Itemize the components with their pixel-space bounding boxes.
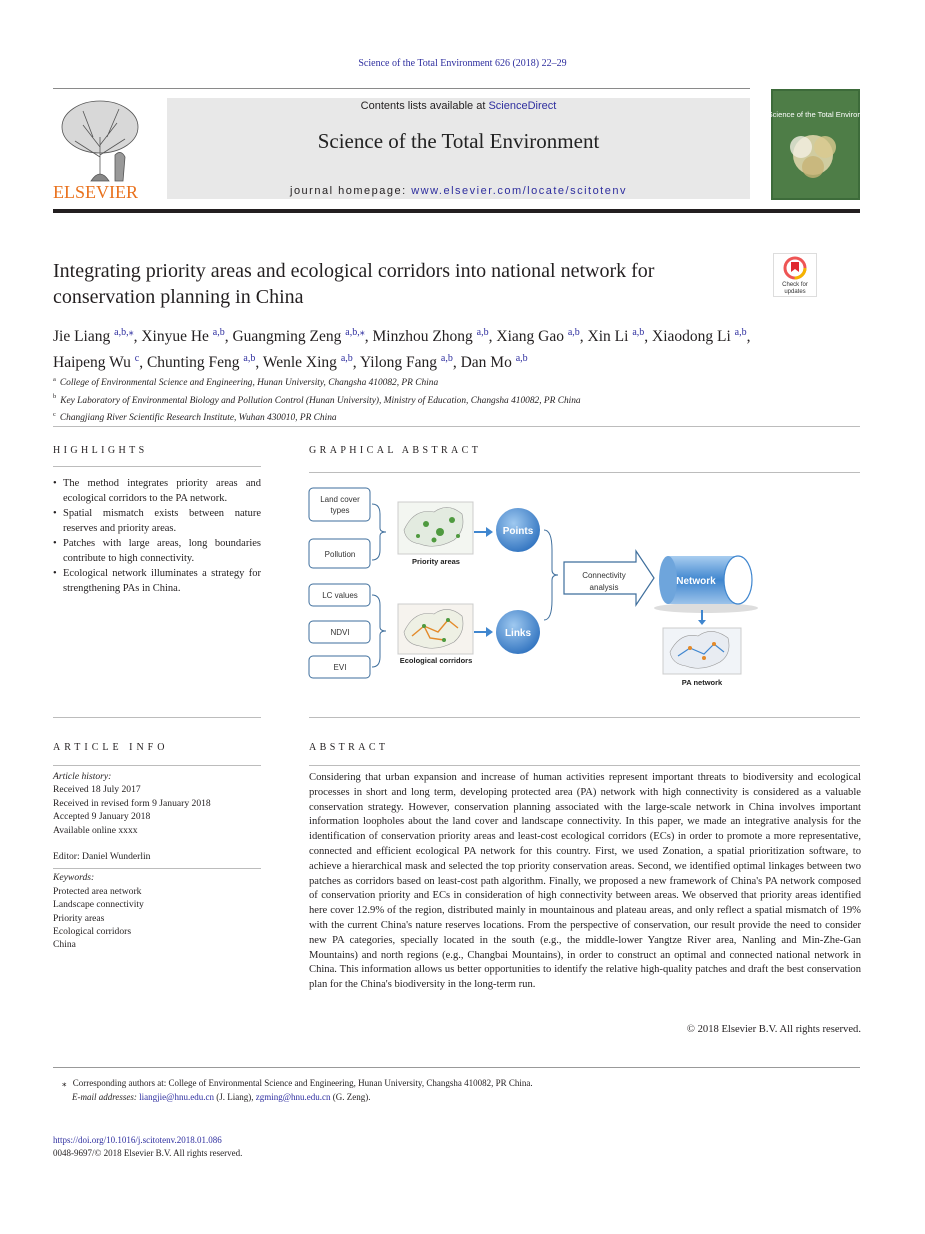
keywords-rule bbox=[53, 868, 261, 869]
affiliation-text: Changjiang River Scientific Research Institute, Wuhan 430010, PR China bbox=[59, 412, 337, 423]
ga-brace-bottom bbox=[372, 595, 386, 667]
affiliation bbox=[53, 408, 853, 425]
author-separator: , bbox=[255, 354, 263, 372]
author bbox=[360, 354, 461, 371]
ga-arrow-points bbox=[474, 527, 493, 537]
article-title: Integrating priority areas and ecological corridors into national network for conservation planning in China bbox=[53, 260, 655, 308]
email-owner-zeng: (G. Zeng). bbox=[330, 1091, 371, 1102]
journal-homepage bbox=[167, 185, 750, 197]
ga-corridor-label: Ecological corridors bbox=[399, 656, 473, 665]
author bbox=[461, 354, 528, 371]
ga-corridor-map bbox=[398, 604, 473, 654]
ga-arrow-links bbox=[474, 627, 493, 637]
svg-text:Check for: Check for bbox=[782, 282, 808, 288]
author-separator: , bbox=[364, 328, 373, 346]
affiliation-text: College of Environmental Science and Engineering, Hunan University, Changsha 410082, PR China bbox=[59, 378, 439, 389]
email-link-zeng[interactable]: zgming@hnu.edu.cn bbox=[255, 1091, 331, 1102]
author-affiliation-mark[interactable]: a,b bbox=[440, 353, 453, 365]
ga-input-pollution: Pollution bbox=[324, 550, 356, 559]
doi-block bbox=[53, 1134, 453, 1160]
author bbox=[141, 328, 232, 345]
author-name: Xiaodong Li bbox=[652, 328, 731, 346]
author-affiliation-mark[interactable]: a,b,⁎ bbox=[345, 327, 365, 338]
history-revised: Received in revised form 9 January 2018 bbox=[53, 797, 211, 809]
author-list bbox=[53, 322, 868, 374]
ga-box-landcover bbox=[309, 488, 370, 521]
svg-text:updates: updates bbox=[784, 289, 806, 295]
affiliation-text: Key Laboratory of Environmental Biology and Pollution Control (Hunan University), Ministry of Education, Changsha 410082, PR China bbox=[60, 395, 581, 406]
author-affiliation-mark[interactable]: a,b,⁎ bbox=[114, 327, 134, 338]
editor: Editor: Daniel Wunderlin bbox=[53, 851, 151, 863]
graphical-abstract-heading: GRAPHICAL ABSTRACT bbox=[309, 445, 482, 456]
author-affiliation-mark[interactable]: a,b bbox=[212, 327, 225, 338]
footnote-rule bbox=[53, 1067, 860, 1068]
author-affiliation-mark[interactable]: a,b bbox=[243, 353, 256, 365]
ga-brace-merge bbox=[544, 530, 558, 620]
highlight-item: • Patches with large areas, long boundaries contribute to high connectivity. bbox=[53, 536, 261, 566]
highlight-item: • Ecological network illuminates a strategy for strengthening PAs in China. bbox=[53, 566, 261, 596]
author bbox=[232, 328, 372, 345]
author-separator: , bbox=[139, 354, 147, 372]
affiliations bbox=[53, 373, 853, 425]
affiliation-mark: a bbox=[53, 376, 56, 383]
ga-input-ndvi: NDVI bbox=[330, 628, 350, 637]
abstract-copyright: © 2018 Elsevier B.V. All rights reserved. bbox=[686, 1024, 861, 1035]
author-affiliation-mark[interactable]: a,b bbox=[515, 353, 528, 365]
highlights-heading: HIGHLIGHTS bbox=[53, 445, 148, 456]
author-name: Yilong Fang bbox=[359, 354, 438, 372]
author-separator: , bbox=[452, 354, 461, 372]
author-separator: , bbox=[579, 328, 588, 346]
author-name: Chunting Feng bbox=[146, 354, 240, 372]
keyword-3: Priority areas bbox=[53, 912, 105, 924]
author-name: Xin Li bbox=[587, 328, 629, 346]
history-online: Available online xxxx bbox=[53, 824, 138, 836]
graphical-abstract-figure bbox=[308, 480, 768, 690]
author-name: Guangming Zeng bbox=[232, 328, 342, 346]
author bbox=[652, 328, 750, 345]
ga-analysis-line-1: Connectivity bbox=[582, 571, 626, 580]
author-separator: , bbox=[746, 328, 751, 346]
author-affiliation-mark[interactable]: a,b bbox=[632, 327, 645, 338]
abstract-text: Considering that urban expansion and increase of human activities represent important threats to biodiversity and ecological processes in short and long term, developing protected area (PA) network with high connectivity is considered as a valuable conservation strategy. However, conservation planning associated with the large-scale network in China involves important information loopholes about the land cover and landscape connectivity. In this paper, we made an integrative analysis for the identification of conservation priority areas and least-cost ecological corridors (ECs) in order to promote a more representative, connected and efficient ecological PA network for this country. First, we used Zonation, a spatial prioritization software, to achieve a hierarchical mask and selected the top priority conservation areas. Second, we identified optimal linkages between two patches as corridors based on least-cost path algorithm. Finally, we proposed a new framework of China's PA network composed of conservation priority and ECs in consideration of high connectivity between areas. We observed that priority areas identified here cover 12.9% of the region, distributed mainly in mountainous and plateau areas, and only reflect a spatial mismatch of 19% with the current China's nature reserves locations. From the perspective of conservation, our result provide the need to consider new PA categories, specially located in the south (e.g., the middle-lower Yangtze River area, Nanling and Min-Zhe-Gan Mountains) and north regions (e.g., Changbai Mountains), in order to construct an optimal and connected national network in China. This information allows us better opportunities to identify the relative high-quality patches and draft the best conservation plan for the China's biodiversity in the long-term run. bbox=[309, 772, 861, 991]
author-separator: , bbox=[488, 328, 497, 346]
ga-input-lc-values: LC values bbox=[322, 591, 358, 600]
author-affiliation-mark[interactable]: c bbox=[134, 353, 140, 365]
author-name: Haipeng Wu bbox=[53, 354, 131, 372]
author-name: Jie Liang bbox=[53, 328, 111, 346]
elsevier-tree-icon bbox=[53, 97, 148, 201]
article-info-rule bbox=[53, 765, 261, 766]
doi-link[interactable]: https://doi.org/10.1016/j.scitotenv.2018.01.086 bbox=[53, 1135, 222, 1145]
highlights-list bbox=[53, 476, 261, 596]
email-link-liang[interactable]: liangjie@hnu.edu.cn bbox=[139, 1091, 214, 1102]
abstract-top-rule bbox=[309, 717, 860, 718]
homepage-link[interactable]: www.elsevier.com/locate/scitotenv bbox=[411, 185, 627, 197]
corresponding-text: Corresponding authors at: College of Environmental Science and Engineering, Hunan University, Changsha 410082, PR China. bbox=[72, 1078, 533, 1088]
cover-image bbox=[767, 89, 879, 200]
author-separator: , bbox=[644, 328, 653, 346]
ga-links-label: Links bbox=[504, 628, 532, 639]
author bbox=[496, 328, 587, 345]
check-updates-icon bbox=[773, 253, 817, 297]
article-info-heading: ARTICLE INFO bbox=[53, 742, 169, 753]
abstract-heading: ABSTRACT bbox=[309, 742, 389, 753]
author bbox=[53, 354, 147, 371]
author-name: Wenle Xing bbox=[262, 354, 337, 372]
keywords-label: Keywords: bbox=[53, 872, 95, 884]
ga-brace-top bbox=[372, 504, 386, 560]
author bbox=[588, 328, 652, 345]
highlight-item: • Spatial mismatch exists between nature reserves and priority areas. bbox=[53, 506, 261, 536]
ga-priority-map bbox=[398, 502, 473, 554]
affiliation bbox=[53, 373, 853, 390]
history-label: Article history: bbox=[53, 771, 112, 782]
author-name: Dan Mo bbox=[460, 354, 512, 372]
ga-input-landcover-1: Land cover bbox=[320, 495, 360, 504]
email-owner-liang: (J. Liang), bbox=[213, 1091, 256, 1102]
ga-input-landcover-2: types bbox=[330, 506, 350, 515]
affiliation-mark: b bbox=[53, 393, 57, 401]
contents-prefix: Contents lists available at bbox=[360, 100, 489, 112]
corresponding-footnote bbox=[62, 1077, 862, 1104]
section-rule bbox=[53, 426, 860, 427]
ga-network-label: Network bbox=[676, 576, 716, 587]
affiliation-mark: c bbox=[53, 410, 56, 418]
keyword-5: China bbox=[53, 939, 76, 951]
author bbox=[53, 328, 141, 345]
homepage-prefix: journal homepage: bbox=[290, 185, 412, 197]
author-affiliation-mark[interactable]: a,b bbox=[567, 327, 580, 338]
header-thick-rule bbox=[53, 209, 860, 213]
author-affiliation-mark[interactable]: a,b bbox=[734, 327, 747, 338]
history-accepted: Accepted 9 January 2018 bbox=[53, 811, 151, 823]
affiliation bbox=[53, 390, 853, 407]
author-affiliation-mark[interactable]: a,b bbox=[340, 353, 353, 365]
author bbox=[147, 354, 263, 371]
abstract-rule bbox=[309, 765, 860, 766]
author-separator: , bbox=[352, 354, 360, 372]
header-top-rule bbox=[53, 88, 750, 89]
email-label: E-mail addresses: bbox=[72, 1091, 137, 1102]
cover-title: Science of the Total Environment bbox=[767, 110, 879, 119]
author-affiliation-mark[interactable]: a,b bbox=[476, 327, 489, 338]
footnote-mark: ⁎ bbox=[62, 1078, 67, 1088]
history-received: Received 18 July 2017 bbox=[53, 784, 141, 796]
author-name: Minzhou Zhong bbox=[372, 328, 473, 346]
issn-line: 0048-9697/© 2018 Elsevier B.V. All rights reserved. bbox=[53, 1148, 243, 1158]
ga-pa-label: PA network bbox=[681, 678, 723, 687]
author-separator: , bbox=[133, 328, 142, 346]
ga-analysis-line-2: analysis bbox=[589, 583, 619, 592]
highlights-rule bbox=[53, 466, 261, 467]
check-for-updates-badge[interactable] bbox=[773, 253, 817, 297]
publisher-name: ELSEVIER bbox=[53, 182, 138, 202]
info-top-rule bbox=[53, 717, 261, 718]
author-name: Xinyue He bbox=[141, 328, 209, 346]
journal-cover[interactable] bbox=[767, 89, 879, 200]
ga-input-evi: EVI bbox=[333, 663, 347, 672]
author-separator: , bbox=[224, 328, 233, 346]
highlight-item: • The method integrates priority areas and ecological corridors to the PA network. bbox=[53, 476, 261, 506]
author-name: Xiang Gao bbox=[496, 328, 564, 346]
author bbox=[263, 354, 360, 371]
graphical-abstract-rule bbox=[309, 472, 860, 473]
journal-citation[interactable]: Science of the Total Environment 626 (2018) 22–29 bbox=[358, 58, 567, 69]
keyword-1: Protected area network bbox=[53, 885, 142, 897]
contents-available bbox=[167, 100, 750, 112]
journal-banner bbox=[167, 98, 750, 199]
article-info bbox=[53, 770, 261, 952]
ga-pa-network-map bbox=[663, 628, 741, 674]
author bbox=[372, 328, 496, 345]
keyword-4: Ecological corridors bbox=[53, 926, 132, 938]
ga-priority-label: Priority areas bbox=[412, 557, 460, 566]
ga-points-label: Points bbox=[502, 526, 534, 537]
elsevier-logo bbox=[53, 97, 148, 201]
keyword-2: Landscape connectivity bbox=[53, 899, 144, 911]
journal-title: Science of the Total Environment bbox=[317, 129, 600, 153]
sciencedirect-link[interactable]: ScienceDirect bbox=[488, 100, 557, 112]
